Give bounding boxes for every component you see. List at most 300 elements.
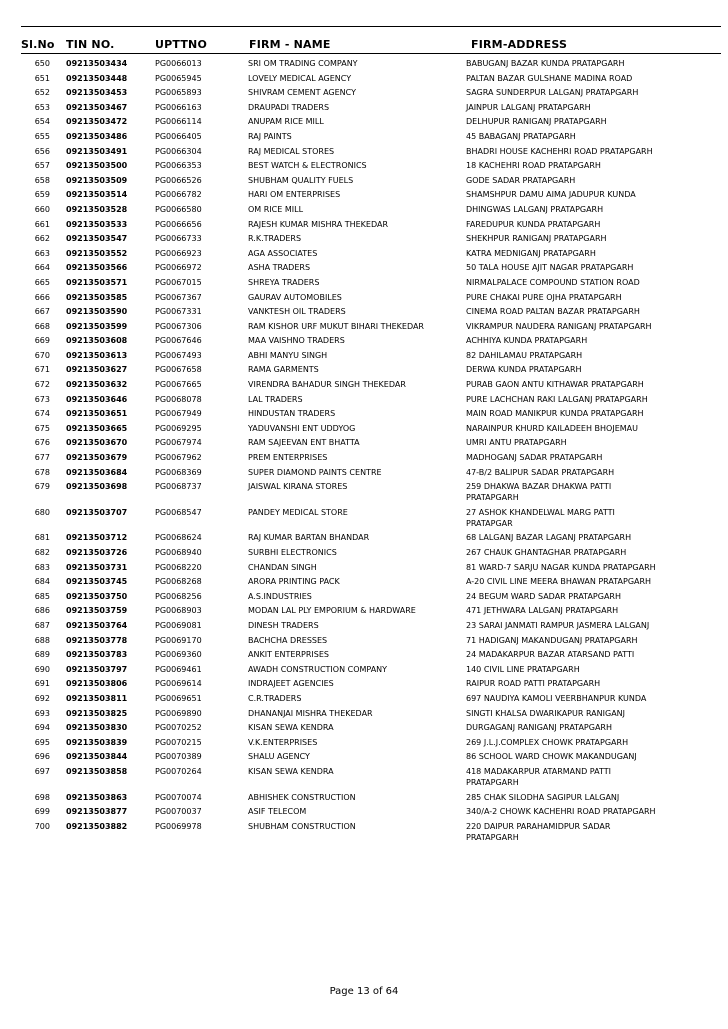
cell-firm-address: NIRMALPALACE COMPOUND STATION ROAD (466, 277, 640, 287)
table-row (0, 350, 728, 365)
cell-sl-no: 698 (34, 792, 50, 802)
cell-sl-no: 691 (34, 679, 50, 689)
cell-sl-no: 654 (34, 117, 50, 127)
cell-firm-address: SHEKHPUR RANIGANJ PRATAPGARH (466, 234, 607, 244)
cell-firm-name: RAM SAJEEVAN ENT BHATTA (248, 438, 360, 448)
cell-upttno: PG0069360 (155, 650, 202, 660)
table-row (0, 452, 728, 467)
cell-tin-no: 09213503712 (66, 533, 128, 543)
cell-firm-address: 81 WARD-7 SARJU NAGAR KUNDA PRATAPGARH (466, 562, 656, 572)
cell-firm-name: SHUBHAM CONSTRUCTION (248, 821, 356, 831)
cell-sl-no: 671 (34, 365, 50, 375)
cell-firm-address: PURAB GAON ANTU KITHAWAR PRATAPGARH (466, 380, 644, 390)
cell-upttno: PG0066405 (155, 131, 202, 141)
cell-firm-address: 259 DHAKWA BAZAR DHAKWA PATTI PRATAPGARH (466, 482, 612, 503)
cell-upttno: PG0067331 (155, 307, 202, 317)
cell-upttno: PG0067665 (155, 380, 202, 390)
cell-tin-no: 09213503599 (66, 321, 128, 331)
cell-upttno: PG0066580 (155, 204, 202, 214)
cell-sl-no: 666 (34, 292, 50, 302)
cell-firm-address: 285 CHAK SILODHA SAGIPUR LALGANJ (466, 792, 620, 802)
cell-upttno: PG0069651 (155, 693, 202, 703)
header-firm-name: FIRM - NAME (249, 38, 331, 51)
cell-upttno: PG0065945 (155, 73, 202, 83)
cell-tin-no: 09213503547 (66, 234, 128, 244)
cell-tin-no: 09213503759 (66, 606, 128, 616)
cell-upttno: PG0066304 (155, 146, 202, 156)
cell-firm-name: C.R.TRADERS (248, 693, 302, 703)
cell-firm-address: SHAMSHPUR DAMU AIMA JADUPUR KUNDA (466, 190, 636, 200)
cell-sl-no: 693 (34, 708, 50, 718)
cell-firm-address: 27 ASHOK KHANDELWAL MARG PATTI PRATAPGAR (466, 507, 615, 528)
cell-firm-name: A.S.INDUSTRIES (248, 591, 312, 601)
cell-firm-address: JAINPUR LALGANJ PRATAPGARH (466, 102, 591, 112)
cell-upttno: PG0068268 (155, 577, 202, 587)
cell-tin-no: 09213503585 (66, 292, 128, 302)
cell-sl-no: 658 (34, 175, 50, 185)
cell-firm-address: ACHHIYA KUNDA PRATAPGARH (466, 336, 588, 346)
cell-tin-no: 09213503533 (66, 219, 128, 229)
cell-sl-no: 682 (34, 548, 50, 557)
cell-tin-no: 09213503863 (66, 792, 128, 802)
cell-firm-name: HINDUSTAN TRADERS (248, 409, 336, 419)
table-row (0, 620, 728, 635)
cell-sl-no: 672 (34, 380, 50, 390)
cell-sl-no: 675 (34, 423, 50, 433)
cell-tin-no: 09213503670 (66, 438, 128, 448)
cell-tin-no: 09213503528 (66, 204, 128, 214)
cell-firm-name: R.K.TRADERS (248, 234, 302, 244)
cell-firm-address: PURE LACHCHAN RAKI LALGANJ PRATAPGARH (466, 394, 648, 404)
table-row (0, 576, 728, 591)
cell-tin-no: 09213503500 (66, 161, 128, 171)
cell-upttno: PG0067962 (155, 453, 202, 463)
table-row (0, 87, 728, 102)
cell-sl-no: 684 (34, 577, 50, 587)
cell-sl-no: 679 (34, 482, 50, 492)
cell-upttno: PG0068369 (155, 467, 202, 477)
cell-firm-address: RAIPUR ROAD PATTI PRATAPGARH (466, 679, 601, 689)
table-row (0, 678, 728, 693)
cell-firm-address: 45 BABAGANJ PRATAPGARH (466, 131, 576, 141)
table-row (0, 562, 728, 577)
cell-firm-name: YADUVANSHI ENT UDDYOG (248, 423, 356, 433)
cell-upttno: PG0068256 (155, 591, 202, 601)
cell-firm-address: DERWA KUNDA PRATAPGARH (466, 365, 582, 375)
page-number: Page 13 of 64 (329, 986, 399, 997)
cell-tin-no: 09213503783 (66, 650, 128, 660)
cell-upttno: PG0070264 (155, 766, 202, 776)
cell-sl-no: 664 (34, 263, 50, 273)
table-row (0, 277, 728, 292)
table-row (0, 635, 728, 650)
cell-sl-no: 678 (34, 467, 50, 477)
cell-upttno: PG0069461 (155, 664, 202, 674)
table-row (0, 189, 728, 204)
cell-tin-no: 09213503608 (66, 336, 128, 346)
cell-firm-address: 340/A-2 CHOWK KACHEHRI ROAD PRATAPGARH (466, 807, 656, 817)
cell-sl-no: 669 (34, 336, 50, 346)
cell-firm-name: ASIF TELECOM (248, 807, 307, 817)
cell-sl-no: 659 (34, 190, 50, 200)
cell-firm-name: SRI OM TRADING COMPANY (248, 59, 358, 68)
table-row (0, 160, 728, 175)
cell-firm-name: RAJ PAINTS (248, 131, 292, 141)
table-row (0, 737, 728, 752)
cell-tin-no: 09213503882 (66, 821, 128, 831)
cell-firm-address: MADHOGANJ SADAR PRATAPGARH (466, 453, 603, 463)
cell-firm-address: 82 DAHILAMAU PRATAPGARH (466, 350, 583, 360)
cell-firm-address: KATRA MEDNIGANJ PRATAPGARH (466, 248, 596, 258)
cell-tin-no: 09213503858 (66, 766, 128, 776)
header-rule (21, 53, 721, 54)
cell-firm-name: AWADH CONSTRUCTION COMPANY (248, 664, 388, 674)
cell-sl-no: 681 (34, 533, 50, 543)
cell-tin-no: 09213503877 (66, 807, 128, 817)
cell-tin-no: 09213503571 (66, 277, 128, 287)
cell-upttno: PG0068624 (155, 533, 202, 543)
header-sl-no: Sl.No (21, 38, 55, 51)
cell-firm-name: HARI OM ENTERPRISES (248, 190, 341, 200)
cell-firm-address: 50 TALA HOUSE AJIT NAGAR PRATAPGARH (466, 263, 634, 273)
cell-tin-no: 09213503632 (66, 380, 128, 390)
table-row (0, 649, 728, 664)
cell-tin-no: 09213503778 (66, 635, 128, 645)
cell-tin-no: 09213503486 (66, 131, 128, 141)
cell-firm-address: BHADRI HOUSE KACHEHRI ROAD PRATAPGARH (466, 146, 653, 156)
cell-firm-name: MAA VAISHNO TRADERS (248, 336, 345, 346)
table-row (0, 131, 728, 146)
cell-sl-no: 700 (34, 821, 50, 831)
cell-tin-no: 09213503467 (66, 102, 128, 112)
table-row (0, 821, 728, 847)
cell-firm-address: 220 DAIPUR PARAHAMIDPUR SADAR PRATAPGARH (466, 821, 611, 842)
cell-upttno: PG0066972 (155, 263, 202, 273)
cell-sl-no: 687 (34, 620, 50, 630)
cell-firm-name: ANUPAM RICE MILL (248, 117, 324, 127)
cell-sl-no: 660 (34, 204, 50, 214)
cell-firm-name: ABHISHEK CONSTRUCTION (248, 792, 356, 802)
cell-firm-name: RAJESH KUMAR MISHRA THEKEDAR (248, 219, 389, 229)
header-firm-address: FIRM-ADDRESS (471, 38, 568, 51)
cell-tin-no: 09213503806 (66, 679, 128, 689)
cell-firm-address: 18 KACHEHRI ROAD PRATAPGARH (466, 161, 601, 171)
cell-firm-address: 697 NAUDIYA KAMOLI VEERBHANPUR KUNDA (466, 693, 647, 703)
cell-tin-no: 09213503552 (66, 248, 128, 258)
firm-table (0, 58, 728, 846)
cell-sl-no: 670 (34, 350, 50, 360)
cell-upttno: PG0066923 (155, 248, 202, 258)
cell-sl-no: 655 (34, 131, 50, 141)
cell-sl-no: 676 (34, 438, 50, 448)
cell-tin-no: 09213503613 (66, 350, 128, 360)
cell-firm-address: FAREDUPUR KUNDA PRATAPGARH (466, 219, 601, 229)
header-tin-no: TIN NO. (66, 38, 115, 51)
table-row (0, 693, 728, 708)
cell-sl-no: 695 (34, 737, 50, 747)
cell-upttno: PG0066114 (155, 117, 202, 127)
table-row (0, 605, 728, 620)
table-row (0, 708, 728, 723)
cell-sl-no: 651 (34, 73, 50, 83)
cell-firm-address: 267 CHAUK GHANTAGHAR PRATAPGARH (466, 548, 627, 557)
cell-tin-no: 09213503811 (66, 693, 128, 703)
cell-firm-name: KISAN SEWA KENDRA (248, 766, 334, 776)
table-row (0, 751, 728, 766)
cell-firm-address: DURGAGANJ RANIGANJ PRATAPGARH (466, 723, 612, 733)
cell-tin-no: 09213503627 (66, 365, 128, 375)
cell-firm-name: DHANANJAI MISHRA THEKEDAR (248, 708, 373, 718)
cell-sl-no: 663 (34, 248, 50, 258)
cell-sl-no: 665 (34, 277, 50, 287)
cell-tin-no: 09213503764 (66, 620, 128, 630)
cell-tin-no: 09213503514 (66, 190, 128, 200)
table-row (0, 102, 728, 117)
table-row (0, 591, 728, 606)
cell-sl-no: 668 (34, 321, 50, 331)
cell-upttno: PG0066733 (155, 234, 202, 244)
cell-firm-address: 418 MADAKARPUR ATARMAND PATTI PRATAPGARH (466, 766, 611, 787)
cell-tin-no: 09213503665 (66, 423, 128, 433)
table-row (0, 792, 728, 807)
cell-firm-address: 24 MADAKARPUR BAZAR ATARSAND PATTI (466, 650, 635, 660)
cell-firm-name: BEST WATCH & ELECTRONICS (248, 161, 367, 171)
cell-sl-no: 662 (34, 234, 50, 244)
cell-tin-no: 09213503825 (66, 708, 128, 718)
cell-firm-name: SURBHI ELECTRONICS (248, 548, 337, 557)
cell-tin-no: 09213503830 (66, 723, 128, 733)
cell-sl-no: 673 (34, 394, 50, 404)
cell-firm-address: 86 SCHOOL WARD CHOWK MAKANDUGANJ (466, 752, 637, 762)
cell-sl-no: 688 (34, 635, 50, 645)
table-row (0, 379, 728, 394)
cell-firm-name: VANKTESH OIL TRADERS (248, 307, 346, 317)
cell-firm-address: VIKRAMPUR NAUDERA RANIGANJ PRATAPGARH (466, 321, 652, 331)
table-row (0, 806, 728, 821)
cell-firm-name: BACHCHA DRESSES (248, 635, 328, 645)
table-row (0, 219, 728, 234)
cell-firm-name: V.K.ENTERPRISES (248, 737, 318, 747)
cell-firm-address: 269 J.L.J.COMPLEX CHOWK PRATAPGARH (466, 737, 629, 747)
cell-upttno: PG0066353 (155, 161, 202, 171)
cell-firm-name: CHANDAN SINGH (248, 562, 317, 572)
table-row (0, 116, 728, 131)
cell-sl-no: 689 (34, 650, 50, 660)
cell-tin-no: 09213503726 (66, 548, 128, 557)
table-row (0, 233, 728, 248)
cell-tin-no: 09213503646 (66, 394, 128, 404)
cell-tin-no: 09213503707 (66, 507, 128, 517)
table-row (0, 175, 728, 190)
cell-upttno: PG0067974 (155, 438, 202, 448)
cell-firm-name: DINESH TRADERS (248, 620, 319, 630)
table-row (0, 547, 728, 562)
cell-firm-name: SHIVRAM CEMENT AGENCY (248, 88, 356, 98)
table-row (0, 248, 728, 263)
cell-upttno: PG0068737 (155, 482, 202, 492)
cell-upttno: PG0067658 (155, 365, 202, 375)
cell-sl-no: 699 (34, 807, 50, 817)
cell-firm-name: RAMA GARMENTS (248, 365, 319, 375)
cell-sl-no: 674 (34, 409, 50, 419)
cell-firm-name: SHREYA TRADERS (248, 277, 320, 287)
cell-firm-name: SUPER DIAMOND PAINTS CENTRE (248, 467, 382, 477)
cell-sl-no: 652 (34, 88, 50, 98)
cell-firm-address: UMRI ANTU PRATAPGARH (466, 438, 567, 448)
table-row (0, 766, 728, 792)
cell-upttno: PG0067646 (155, 336, 202, 346)
cell-tin-no: 09213503566 (66, 263, 128, 273)
cell-upttno: PG0067493 (155, 350, 202, 360)
cell-firm-address: 47-B/2 BALIPUR SADAR PRATAPGARH (466, 467, 615, 477)
cell-upttno: PG0066526 (155, 175, 202, 185)
cell-firm-address: 68 LALGANJ BAZAR LAGANJ PRATAPGARH (466, 533, 632, 543)
cell-upttno: PG0068940 (155, 548, 202, 557)
cell-firm-name: RAJ KUMAR BARTAN BHANDAR (248, 533, 370, 543)
cell-sl-no: 653 (34, 102, 50, 112)
table-row (0, 292, 728, 307)
cell-firm-name: ANKIT ENTERPRISES (248, 650, 329, 660)
cell-upttno: PG0066782 (155, 190, 202, 200)
cell-firm-name: SHALU AGENCY (248, 752, 310, 762)
cell-firm-name: INDRAJEET AGENCIES (248, 679, 334, 689)
cell-sl-no: 667 (34, 307, 50, 317)
cell-upttno: PG0069295 (155, 423, 202, 433)
cell-tin-no: 09213503745 (66, 577, 128, 587)
cell-firm-address: PALTAN BAZAR GULSHANE MADINA ROAD (466, 73, 633, 83)
cell-firm-name: GAURAV AUTOMOBILES (248, 292, 342, 302)
cell-upttno: PG0065893 (155, 88, 202, 98)
cell-firm-name: SHUBHAM QUALITY FUELS (248, 175, 354, 185)
cell-tin-no: 09213503797 (66, 664, 128, 674)
cell-firm-name: ARORA PRINTING PACK (248, 577, 340, 587)
cell-sl-no: 656 (34, 146, 50, 156)
table-row (0, 394, 728, 409)
table-row (0, 467, 728, 482)
cell-firm-name: AGA ASSOCIATES (248, 248, 318, 258)
cell-tin-no: 09213503679 (66, 453, 128, 463)
table-row (0, 306, 728, 321)
table-row (0, 423, 728, 438)
cell-tin-no: 09213503491 (66, 146, 128, 156)
cell-tin-no: 09213503684 (66, 467, 128, 477)
cell-firm-name: PREM ENTERPRISES (248, 453, 328, 463)
cell-sl-no: 657 (34, 161, 50, 171)
cell-firm-address: DHINGWAS LALGANJ PRATAPGARH (466, 204, 604, 214)
cell-firm-address: 71 HADIGANJ MAKANDUGANJ PRATAPGARH (466, 635, 638, 645)
cell-upttno: PG0069170 (155, 635, 202, 645)
cell-firm-name: RAJ MEDICAL STORES (248, 146, 335, 156)
cell-upttno: PG0067949 (155, 409, 202, 419)
cell-upttno: PG0070389 (155, 752, 202, 762)
cell-sl-no: 677 (34, 453, 50, 463)
cell-firm-address: 23 SARAI JANMATI RAMPUR JASMERA LALGANJ (466, 620, 650, 630)
cell-firm-address: 140 CIVIL LINE PRATAPGARH (466, 664, 580, 674)
cell-sl-no: 683 (34, 562, 50, 572)
cell-sl-no: 697 (34, 766, 50, 776)
cell-upttno: PG0066013 (155, 59, 202, 68)
cell-firm-name: OM RICE MILL (248, 204, 304, 214)
cell-upttno: PG0070252 (155, 723, 202, 733)
cell-firm-name: RAM KISHOR URF MUKUT BIHARI THEKEDAR (248, 321, 424, 331)
header-upttno: UPTTNO (155, 38, 208, 51)
cell-tin-no: 09213503472 (66, 117, 128, 127)
cell-upttno: PG0070074 (155, 792, 202, 802)
cell-tin-no: 09213503844 (66, 752, 128, 762)
cell-upttno: PG0066163 (155, 102, 202, 112)
cell-upttno: PG0066656 (155, 219, 202, 229)
table-row (0, 262, 728, 277)
cell-firm-address: 24 BEGUM WARD SADAR PRATAPGARH (466, 591, 621, 601)
cell-sl-no: 686 (34, 606, 50, 616)
cell-firm-address: MAIN ROAD MANIKPUR KUNDA PRATAPGARH (466, 409, 644, 419)
cell-firm-name: JAISWAL KIRANA STORES (248, 482, 348, 492)
cell-tin-no: 09213503651 (66, 409, 128, 419)
cell-upttno: PG0070215 (155, 737, 202, 747)
cell-sl-no: 694 (34, 723, 50, 733)
cell-upttno: PG0070037 (155, 807, 202, 817)
table-row (0, 664, 728, 679)
cell-sl-no: 661 (34, 219, 50, 229)
cell-firm-name: MODAN LAL PLY EMPORIUM & HARDWARE (248, 606, 416, 616)
cell-firm-address: GODE SADAR PRATAPGARH (466, 175, 576, 185)
table-row (0, 437, 728, 452)
cell-firm-name: LAL TRADERS (248, 394, 303, 404)
cell-sl-no: 692 (34, 693, 50, 703)
cell-firm-address: SINGTI KHALSA DWARIKAPUR RANIGANJ (466, 708, 626, 718)
cell-tin-no: 09213503434 (66, 59, 128, 68)
cell-upttno: PG0067367 (155, 292, 202, 302)
cell-sl-no: 685 (34, 591, 50, 601)
table-row (0, 58, 728, 73)
table-row (0, 321, 728, 336)
cell-firm-name: KISAN SEWA KENDRA (248, 723, 334, 733)
cell-firm-address: 471 JETHWARA LALGANJ PRATAPGARH (466, 606, 619, 616)
table-row (0, 507, 728, 533)
cell-firm-address: BABUGANJ BAZAR KUNDA PRATAPGARH (466, 59, 625, 68)
cell-tin-no: 09213503698 (66, 482, 128, 492)
cell-firm-name: LOVELY MEDICAL AGENCY (248, 73, 352, 83)
cell-firm-name: PANDEY MEDICAL STORE (248, 507, 348, 517)
cell-upttno: PG0068220 (155, 562, 202, 572)
cell-upttno: PG0069890 (155, 708, 202, 718)
top-rule (21, 26, 721, 27)
cell-tin-no: 09213503448 (66, 73, 128, 83)
cell-firm-address: A-20 CIVIL LINE MEERA BHAWAN PRATAPGARH (466, 577, 652, 587)
cell-sl-no: 690 (34, 664, 50, 674)
table-row (0, 335, 728, 350)
cell-sl-no: 680 (34, 507, 50, 517)
cell-firm-address: SAGRA SUNDERPUR LALGANJ PRATAPGARH (466, 88, 639, 98)
cell-firm-name: ASHA TRADERS (248, 263, 311, 273)
table-row (0, 73, 728, 88)
cell-tin-no: 09213503590 (66, 307, 128, 317)
cell-upttno: PG0067015 (155, 277, 202, 287)
cell-tin-no: 09213503509 (66, 175, 128, 185)
cell-upttno: PG0068547 (155, 507, 202, 517)
table-row (0, 408, 728, 423)
cell-firm-address: DELHUPUR RANIGANJ PRATAPGARH (466, 117, 607, 127)
cell-upttno: PG0068903 (155, 606, 202, 616)
cell-firm-address: NARAINPUR KHURD KAILADEEH BHOJEMAU (466, 423, 638, 433)
cell-sl-no: 650 (34, 59, 50, 68)
cell-upttno: PG0069081 (155, 620, 202, 630)
cell-firm-address: PURE CHAKAI PURE OJHA PRATAPGARH (466, 292, 622, 302)
cell-upttno: PG0068078 (155, 394, 202, 404)
cell-tin-no: 09213503731 (66, 562, 128, 572)
cell-upttno: PG0069978 (155, 821, 202, 831)
cell-tin-no: 09213503750 (66, 591, 128, 601)
